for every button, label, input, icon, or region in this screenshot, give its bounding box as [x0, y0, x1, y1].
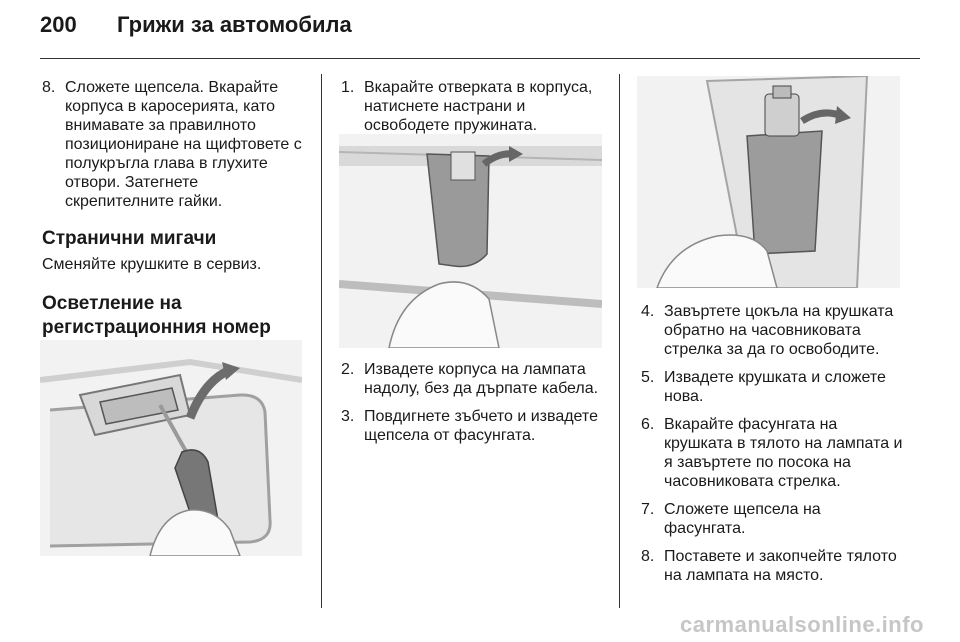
step-text: Сложете щепсела. Вкарайте корпуса в каросерията, като внимавате за правилното позициониране на щифтовете с полукръгла глава в глухите отвори. Затегнете скрепителните гайки. [65, 79, 302, 210]
step-number: 8. [641, 548, 655, 565]
step-text: Повдигнете зъбчето и извадете щепсела от фасунгата. [364, 408, 598, 444]
step-number: 6. [641, 416, 655, 433]
list-item [641, 500, 903, 538]
list-item [341, 78, 609, 135]
step-number: 2. [341, 361, 355, 378]
list-item [641, 547, 903, 585]
header-divider [40, 58, 920, 59]
step-number: 5. [641, 369, 655, 386]
page-number: 200 [40, 12, 77, 37]
step-text: Вкарайте отверката в корпуса, натиснете настрани и освободете пружината. [364, 79, 593, 134]
figure-bulb-socket [637, 76, 900, 288]
step-text: Сложете щепсела на фасунгата. [664, 501, 821, 537]
column-left [42, 78, 310, 340]
watermark: carmanualsonline.info [680, 612, 924, 637]
list-item [641, 302, 903, 359]
step-text: Вкарайте фасунгата на крушката в тялото на лампата и я завъртете по посока на часовниковата стрелка. [664, 416, 903, 490]
step-number: 4. [641, 303, 655, 320]
step-number: 3. [341, 408, 355, 425]
step-text: Извадете корпуса на лампата надолу, без да дърпате кабела. [364, 361, 599, 397]
column-right [641, 302, 903, 594]
section-text: Сменяйте крушките в сервиз. [42, 256, 262, 273]
list-item [341, 407, 609, 445]
page-title: Грижи за автомобила [117, 12, 352, 37]
column-divider [321, 74, 322, 608]
section-heading: Странични мигачи [42, 228, 217, 249]
column-middle-steps [341, 360, 609, 454]
step-text: Извадете крушката и сложете нова. [664, 369, 886, 405]
list-item [42, 78, 310, 211]
section-heading: Осветление на регистрационния номер [42, 293, 271, 338]
page-header [0, 0, 960, 62]
list-item [641, 368, 903, 406]
figure-lamp-housing [339, 134, 602, 348]
figure-screwdriver [40, 340, 302, 556]
step-text: Поставете и закопчейте тялото на лампата на място. [664, 548, 897, 584]
step-number: 7. [641, 501, 655, 518]
list-item [341, 360, 609, 398]
step-number: 8. [42, 79, 56, 96]
step-text: Завъртете цокъла на крушката обратно на часовниковата стрелка за да го освободите. [664, 303, 894, 358]
list-item [641, 415, 903, 491]
step-number: 1. [341, 79, 355, 96]
column-divider [619, 74, 620, 608]
